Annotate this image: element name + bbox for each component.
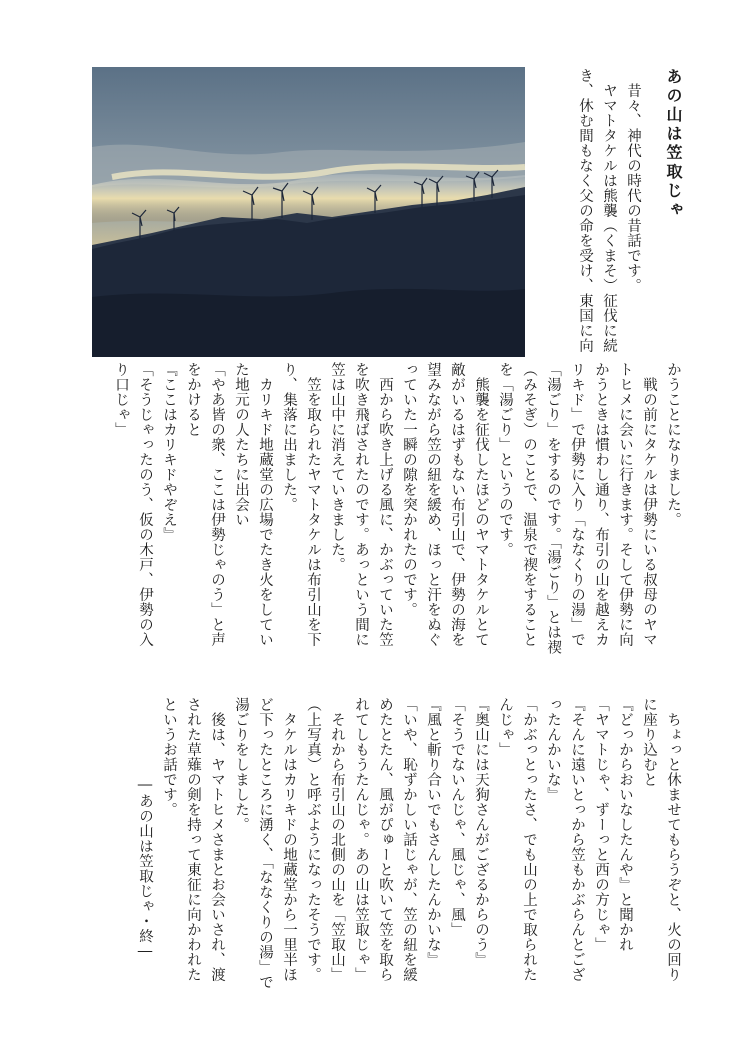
story-line: 『風と斬り合いでもさんしたんかいな』 xyxy=(425,697,441,967)
story-line: り、集落に出ました。 xyxy=(281,362,297,512)
story-line: （みそぎ）のことで、温泉で禊をすること xyxy=(521,362,537,647)
story-line: 『ここはカリキドやぞえ』 xyxy=(161,362,177,542)
closing-line: ―あの山は笠取じゃ・終― xyxy=(137,777,153,960)
story-line: めたとたん、風がぴゅーと吹いて笠を取ら xyxy=(377,697,393,982)
story-line: 敵がいるはずもない布引山で、伊勢の海を xyxy=(449,362,465,647)
story-line: 西から吹き上げる風に、かぶっていた笠 xyxy=(377,362,393,647)
story-line: 望みながら笠の紐を緩め、ほっと汗をぬぐ xyxy=(425,362,441,647)
story-line: 「湯ごり」をするのです。「湯ごり」とは禊 xyxy=(545,362,561,655)
story-line: ったんかいな』 xyxy=(545,697,561,802)
story-line: ちょっと休ませてもらうぞと、火の回り xyxy=(665,697,681,982)
story-title xyxy=(661,68,685,268)
intro-line: 昔々、神代の時代の昔話です。 xyxy=(625,68,641,293)
story-line: 「いや、恥ずかしい話じゃが、笠の紐を緩 xyxy=(401,697,417,982)
story-line: 「ヤマトじゃ、ずーっと西の方じゃ」 xyxy=(593,697,609,952)
story-line: 後は、ヤマトヒメさまとお会いされ、渡 xyxy=(209,697,225,982)
story-line: カリキド地蔵堂の広場でたき火をしてい xyxy=(257,362,273,647)
story-line: 熊襲を征伐したほどのヤマトタケルとて xyxy=(473,362,489,647)
intro-text xyxy=(525,68,645,360)
story-line: リキド」で伊勢に入り「ななくりの湯」で xyxy=(569,362,585,647)
story-line: タケルはカリキドの地蔵堂から一里半ほ xyxy=(281,697,297,982)
story-line: された草薙の剣を持って東征に向かわれた xyxy=(185,697,201,982)
story-line: れてしもうたんじゃ。あの山は笠取じゃ」 xyxy=(353,697,369,982)
story-line: 「やあ皆の衆、ここは伊勢じゃのう」と声 xyxy=(209,362,225,647)
story-title-text: あの山は笠取じゃ xyxy=(664,68,683,220)
story-line: り口じゃ」 xyxy=(113,362,129,437)
mountain-photo xyxy=(92,67,525,357)
story-line: かうときは慣わし通り、布引の山を越えカ xyxy=(593,362,609,647)
story-line: それから布引山の北側の山を「笠取山」 xyxy=(329,697,345,982)
story-middle-block xyxy=(85,362,685,697)
story-line: た地元の人たちに出会い xyxy=(233,362,249,527)
story-bottom-block xyxy=(85,697,685,1003)
story-line: 『どっからおいなしたんや』と聞かれ xyxy=(617,697,633,952)
story-line: 戦の前にタケルは伊勢にいる叔母のヤマ xyxy=(641,362,657,647)
story-line: かうことになりました。 xyxy=(665,362,681,527)
story-line: （上写真）と呼ぶようになったそうです。 xyxy=(305,697,321,982)
story-line: に座り込むと xyxy=(641,697,657,787)
intro-line: き、休む間もなく父の命を受け、東国に向 xyxy=(577,68,593,353)
story-line: を「湯ごり」というのです。 xyxy=(497,362,513,557)
story-line: んじゃ」 xyxy=(497,697,513,757)
story-line: ど下ったところに湧く、「ななくりの湯」で xyxy=(257,697,273,990)
story-line: 笠を取られたヤマトタケルは布引山を下 xyxy=(305,362,321,647)
story-line: というお話です。 xyxy=(161,697,177,817)
story-line: っていた一瞬の隙を突かれたのです。 xyxy=(401,362,417,617)
story-line: 「そうじゃったのう、仮の木戸、伊勢の入 xyxy=(137,362,153,647)
story-line: 湯ごりをしました。 xyxy=(233,697,249,832)
story-line: 「かぶっとったさ、でも山の上で取られた xyxy=(521,697,537,982)
story-line: 「そうでないんじゃ、風じゃ、風」 xyxy=(449,697,465,937)
story-line: を吹き飛ばされたのです。あっという間に xyxy=(353,362,369,647)
story-line: 『そんに遠いとっから笠もかぶらんとござ xyxy=(569,697,585,982)
story-line: トヒメに会いに行きます。そして伊勢に向 xyxy=(617,362,633,647)
story-line: をかけると xyxy=(185,362,201,437)
intro-line: ヤマトタケルは熊襲（くまそ）征伐に続 xyxy=(601,68,617,353)
story-line: 『奥山には天狗さんがござるからのう』 xyxy=(473,697,489,967)
story-line: 笠は山中に消えていきました。 xyxy=(329,362,345,572)
wind-turbine-ridge-image xyxy=(92,67,525,357)
